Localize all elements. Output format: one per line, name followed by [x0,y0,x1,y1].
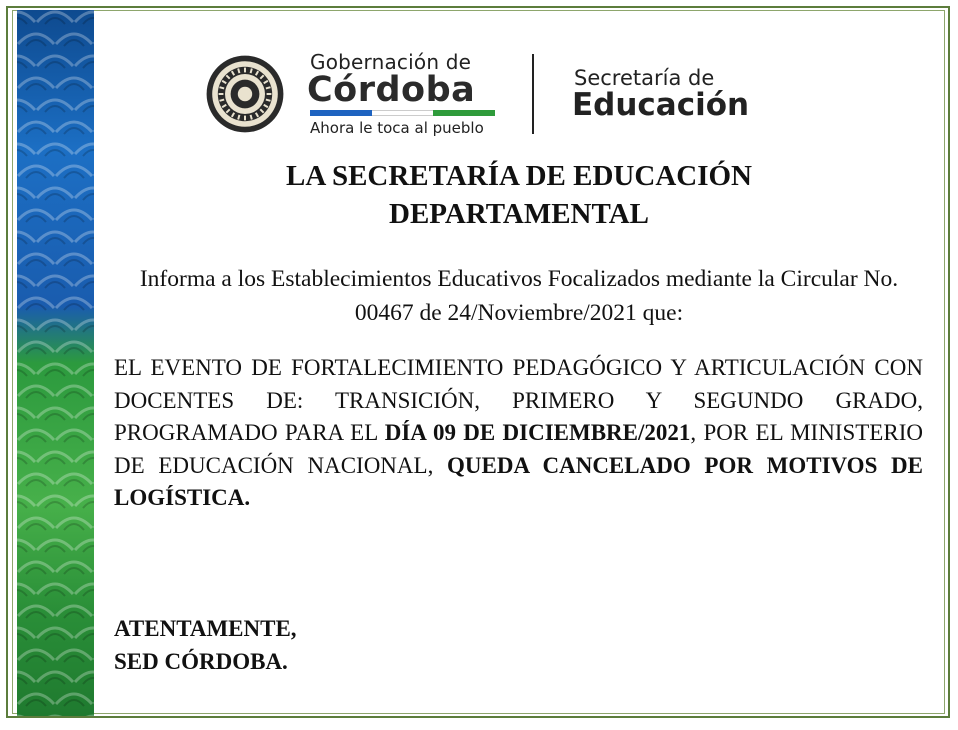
announcement-paragraph [114,352,923,515]
seal-tick [251,68,252,73]
document-title-line1: LA SECRETARÍA DE EDUCACIÓN [286,160,752,192]
decorative-side-band [17,10,94,716]
seal-tick [238,115,239,120]
seal-tick [219,100,224,101]
seal-tick [238,68,239,73]
cordoba-wordmark: Córdoba [307,70,476,110]
document-title-line2: DEPARTAMENTAL [389,198,649,230]
closing-block [114,612,297,678]
event-date: DÍA 09 DE DICIEMBRE/2021 [384,420,691,446]
cancellation-notice: QUEDA CANCELADO POR MOTIVOS DE LOGÍSTICA. [114,452,924,511]
secretaria-de-label: Secretaría de [574,66,715,90]
seal-tick [266,100,271,101]
seal-tick [251,115,252,120]
flag-stripe [310,110,495,116]
header-logos [196,50,806,140]
cordoba-seal-icon [196,54,294,134]
gobernacion-de-label: Gobernación de [310,50,472,74]
announcement-text-1: EL EVENTO DE FORTALECIMIENTO PEDAGÓGICO Y ARTICULACIÓN CON DOCENTES DE: TRANSICIÓN, PRIMERO Y SEGUNDO GRADO, PROGRAMADO PARA EL [114,355,923,446]
announcement-text-2: , POR EL MINISTERIO DE EDUCACIÓN NACIONAL, [114,420,923,478]
educacion-wordmark: Educación [572,87,750,123]
intro-paragraph: Informa a los Establecimientos Educativos Focalizados mediante la Circular No. 00467 de 24/Noviembre/2021 que: [139,266,899,326]
band-pattern [17,10,94,716]
closing-greeting: ATENTAMENTE, [114,616,297,641]
slogan: Ahora le toca al pueblo [310,119,484,137]
seal-tick [266,87,271,88]
logo-divider [532,54,534,134]
seal-tick [219,87,224,88]
closing-signature: SED CÓRDOBA. [114,649,288,674]
